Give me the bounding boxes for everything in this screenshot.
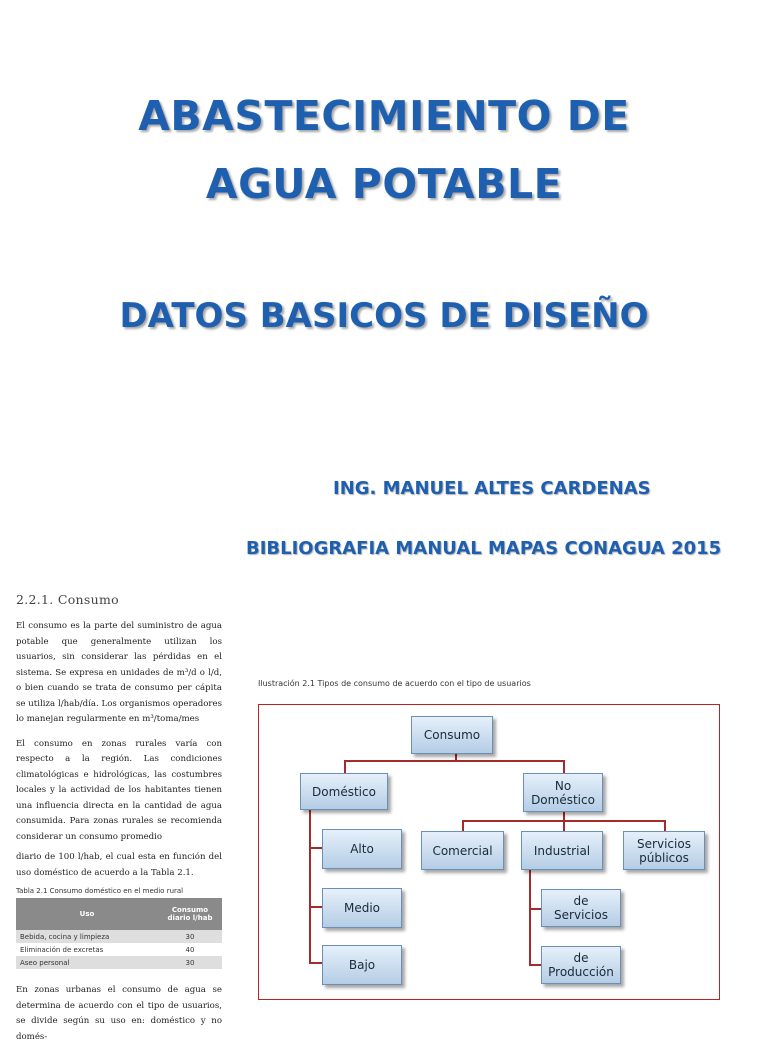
table-cell: 30 — [158, 930, 222, 943]
node-industrial: Industrial — [521, 831, 603, 870]
node-consumo: Consumo — [411, 716, 493, 754]
connector — [529, 964, 541, 966]
connector — [344, 760, 565, 762]
paragraph: diario de 100 l/hab, el cual esta en función del uso doméstico de acuerdo a la Tabla 2.1. — [16, 852, 222, 878]
node-de-produccion: de Producción — [541, 946, 621, 984]
table-cell: 40 — [185, 945, 195, 954]
node-bajo: Bajo — [322, 945, 402, 985]
node-servicios-publicos: Servicios públicos — [623, 831, 705, 870]
node-alto: Alto — [322, 829, 402, 869]
connector — [529, 869, 531, 965]
table-caption: Tabla 2.1 Consumo doméstico en el medio rural — [16, 887, 184, 895]
paragraph: El consumo es la parte del suministro de agua potable que generalmente utilizan los usuarios, sin considerar las pérdidas en el sistema. Se expresa en unidades de m³/d o l/d, o bien cuando se trata de consumo per cápita se utiliza l/hab/día. Los organismos operadores lo manejan regularmente en m³/toma/mes — [16, 621, 222, 724]
table-cell: 30 — [158, 956, 222, 969]
document-excerpt — [16, 592, 222, 1054]
connector — [344, 760, 346, 774]
main-title-line-2: AGUA POTABLE — [205, 160, 563, 208]
main-title-line-1: ABASTECIMIENTO DE — [138, 92, 630, 140]
paragraph: En zonas urbanas el consumo de agua se determina de acuerdo con el tipo de usuarios, se divide según su uso en: doméstico y no domés- — [16, 985, 222, 1042]
table-row — [16, 943, 222, 956]
connector — [309, 962, 322, 964]
paragraph: El consumo en zonas rurales varía con respecto a la región. Las condiciones climatológicas e hidrológicas, las costumbres locales y la actividad de los habitantes tienen una influencia directa en la cantidad de agua consumida. Para zonas rurales se recomienda considerar un consumo promedio — [16, 738, 222, 842]
table-header: Consumo diario l/hab — [158, 898, 222, 930]
node-no-domestico: No Doméstico — [523, 773, 603, 812]
connector — [563, 760, 565, 774]
node-medio: Medio — [322, 888, 402, 928]
node-domestico: Doméstico — [300, 773, 388, 810]
illustration-frame — [258, 704, 720, 1000]
section-heading: 2.2.1. Consumo — [16, 592, 119, 607]
connector — [529, 908, 541, 910]
table-cell: Eliminación de excretas — [20, 945, 104, 954]
illustration-caption: Ilustración 2.1 Tipos de consumo de acuerdo con el tipo de usuarios — [258, 679, 531, 688]
connector — [309, 906, 322, 908]
table-cell: Aseo personal — [16, 956, 158, 969]
connector — [309, 847, 322, 849]
node-comercial: Comercial — [421, 831, 504, 870]
table-row — [16, 930, 222, 943]
node-de-servicios: de Servicios — [541, 889, 621, 927]
table-cell: Bebida, cocina y limpieza — [16, 930, 158, 943]
subtitle: DATOS BASICOS DE DISEÑO — [119, 296, 649, 336]
author-credit: ING. MANUEL ALTES CARDENAS — [333, 478, 651, 499]
table-row — [16, 956, 222, 969]
bibliography-credit: BIBLIOGRAFIA MANUAL MAPAS CONAGUA 2015 — [246, 538, 722, 559]
connector — [309, 809, 311, 963]
consumption-table — [16, 898, 222, 969]
table-header: Uso — [16, 898, 158, 930]
